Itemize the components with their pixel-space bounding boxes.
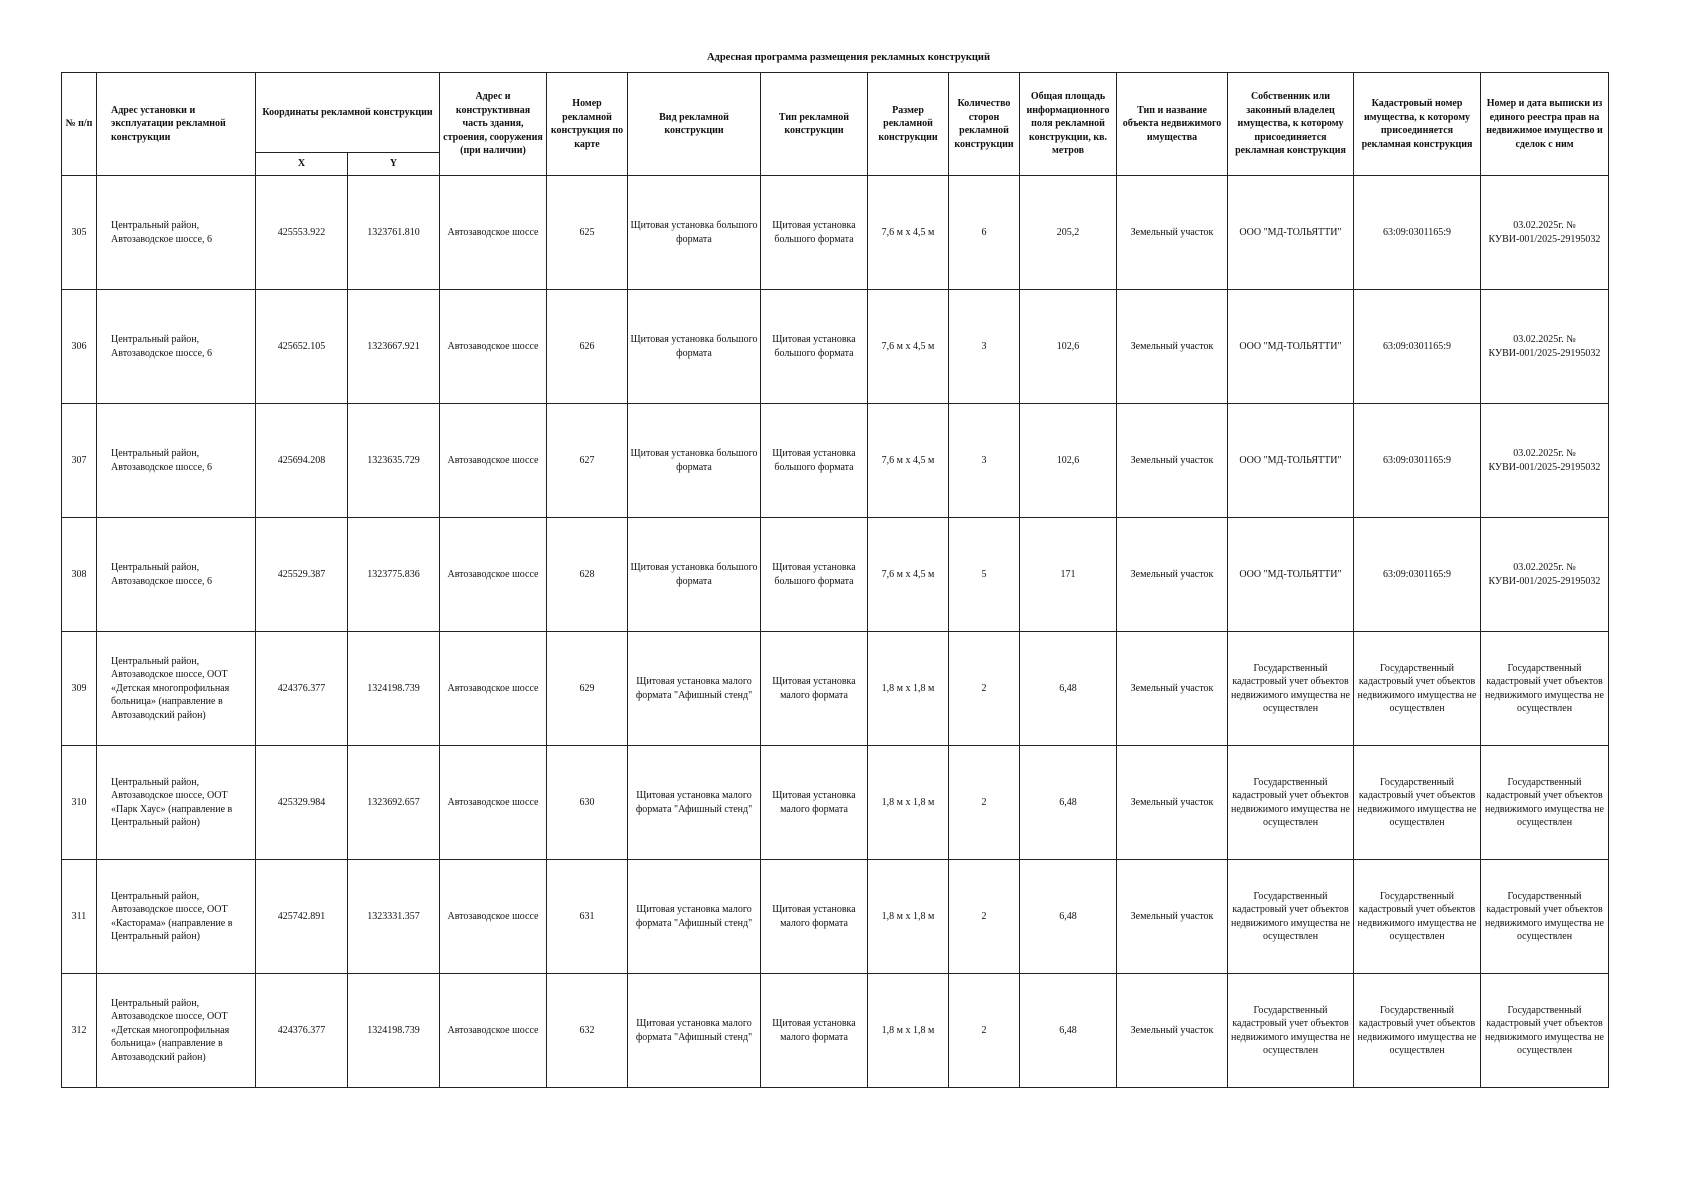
cell-x: 424376.377 [256, 632, 348, 746]
cell-size: 1,8 м х 1,8 м [868, 974, 949, 1088]
header-address: Адрес установки и эксплуатации рекламной конструкции [97, 73, 256, 176]
header-area: Общая площадь информационного поля рекламной конструкции, кв. метров [1020, 73, 1117, 176]
cell-cadastral: 63:09:0301165:9 [1354, 518, 1481, 632]
cell-sides: 6 [949, 176, 1020, 290]
cell-kind: Щитовая установка большого формата [628, 404, 761, 518]
header-building: Адрес и конструктивная часть здания, строения, сооружения (при наличии) [440, 73, 547, 176]
cell-cadastral: Государственный кадастровый учет объектов недвижимого имущества не осуществлен [1354, 974, 1481, 1088]
cell-y: 1323331.357 [348, 860, 440, 974]
cell-sides: 5 [949, 518, 1020, 632]
cell-map-no: 626 [547, 290, 628, 404]
cell-x: 425742.891 [256, 860, 348, 974]
cell-area: 102,6 [1020, 404, 1117, 518]
header-property: Тип и название объекта недвижимого имущества [1117, 73, 1228, 176]
cell-extract: Государственный кадастровый учет объектов недвижимого имущества не осуществлен [1481, 860, 1609, 974]
cell-map-no: 631 [547, 860, 628, 974]
cell-y: 1324198.739 [348, 632, 440, 746]
cell-area: 6,48 [1020, 746, 1117, 860]
cell-property: Земельный участок [1117, 860, 1228, 974]
cell-type: Щитовая установка большого формата [761, 404, 868, 518]
cell-property: Земельный участок [1117, 974, 1228, 1088]
cell-x: 425529.387 [256, 518, 348, 632]
cell-type: Щитовая установка малого формата [761, 746, 868, 860]
cell-type: Щитовая установка малого формата [761, 632, 868, 746]
cell-type: Щитовая установка большого формата [761, 290, 868, 404]
cell-num: 305 [62, 176, 97, 290]
cell-extract: Государственный кадастровый учет объектов недвижимого имущества не осуществлен [1481, 632, 1609, 746]
header-sides: Количество сторон рекламной конструкции [949, 73, 1020, 176]
cell-map-no: 625 [547, 176, 628, 290]
table-body [62, 176, 1609, 1088]
cell-num: 309 [62, 632, 97, 746]
cell-extract: 03.02.2025г. № КУВИ-001/2025-29195032 [1481, 290, 1609, 404]
cell-extract: Государственный кадастровый учет объектов недвижимого имущества не осуществлен [1481, 746, 1609, 860]
cell-building: Автозаводское шоссе [440, 518, 547, 632]
cell-address: Центральный район, Автозаводское шоссе, ООТ «Парк Хаус» (направление в Центральный район) [97, 746, 256, 860]
cell-sides: 2 [949, 860, 1020, 974]
header-extract: Номер и дата выписки из единого реестра прав на недвижимое имущество и сделок с ним [1481, 73, 1609, 176]
cell-property: Земельный участок [1117, 176, 1228, 290]
cell-sides: 2 [949, 974, 1020, 1088]
cell-address: Центральный район, Автозаводское шоссе, 6 [97, 404, 256, 518]
header-row [62, 73, 1609, 153]
cell-area: 205,2 [1020, 176, 1117, 290]
cell-sides: 3 [949, 290, 1020, 404]
cell-kind: Щитовая установка малого формата "Афишный стенд" [628, 746, 761, 860]
table-row [62, 176, 1609, 290]
table-row [62, 404, 1609, 518]
cell-map-no: 629 [547, 632, 628, 746]
cell-extract: Государственный кадастровый учет объектов недвижимого имущества не осуществлен [1481, 974, 1609, 1088]
header-size: Размер рекламной конструкции [868, 73, 949, 176]
cell-size: 7,6 м х 4,5 м [868, 404, 949, 518]
cell-area: 102,6 [1020, 290, 1117, 404]
cell-cadastral: 63:09:0301165:9 [1354, 176, 1481, 290]
cell-y: 1324198.739 [348, 974, 440, 1088]
cell-sides: 3 [949, 404, 1020, 518]
cell-y: 1323667.921 [348, 290, 440, 404]
cell-property: Земельный участок [1117, 404, 1228, 518]
header-num: № п/п [62, 73, 97, 176]
advertising-structures-table [61, 72, 1609, 1088]
cell-map-no: 630 [547, 746, 628, 860]
header-type: Тип рекламной конструкции [761, 73, 868, 176]
cell-property: Земельный участок [1117, 746, 1228, 860]
table-row [62, 632, 1609, 746]
cell-address: Центральный район, Автозаводское шоссе, ООТ «Касторама» (направление в Центральный район) [97, 860, 256, 974]
cell-area: 6,48 [1020, 632, 1117, 746]
cell-map-no: 627 [547, 404, 628, 518]
cell-size: 1,8 м х 1,8 м [868, 632, 949, 746]
cell-address: Центральный район, Автозаводское шоссе, ООТ «Детская многопрофильная больница» (направление в Автозаводский район) [97, 974, 256, 1088]
cell-address: Центральный район, Автозаводское шоссе, 6 [97, 518, 256, 632]
table-row [62, 746, 1609, 860]
cell-num: 306 [62, 290, 97, 404]
header-x: X [256, 153, 348, 176]
cell-map-no: 628 [547, 518, 628, 632]
cell-size: 1,8 м х 1,8 м [868, 746, 949, 860]
cell-building: Автозаводское шоссе [440, 176, 547, 290]
cell-y: 1323692.657 [348, 746, 440, 860]
cell-address: Центральный район, Автозаводское шоссе, 6 [97, 176, 256, 290]
cell-area: 6,48 [1020, 860, 1117, 974]
cell-type: Щитовая установка малого формата [761, 974, 868, 1088]
cell-kind: Щитовая установка малого формата "Афишный стенд" [628, 974, 761, 1088]
cell-size: 7,6 м х 4,5 м [868, 176, 949, 290]
cell-owner: Государственный кадастровый учет объектов недвижимого имущества не осуществлен [1228, 974, 1354, 1088]
cell-building: Автозаводское шоссе [440, 632, 547, 746]
header-coords: Координаты рекламной конструкции [256, 73, 440, 153]
cell-extract: 03.02.2025г. № КУВИ-001/2025-29195032 [1481, 176, 1609, 290]
cell-kind: Щитовая установка малого формата "Афишный стенд" [628, 632, 761, 746]
cell-address: Центральный район, Автозаводское шоссе, 6 [97, 290, 256, 404]
cell-cadastral: Государственный кадастровый учет объектов недвижимого имущества не осуществлен [1354, 632, 1481, 746]
cell-kind: Щитовая установка большого формата [628, 518, 761, 632]
cell-type: Щитовая установка большого формата [761, 518, 868, 632]
header-y: Y [348, 153, 440, 176]
cell-building: Автозаводское шоссе [440, 746, 547, 860]
cell-kind: Щитовая установка большого формата [628, 176, 761, 290]
cell-owner: ООО "МД-ТОЛЬЯТТИ" [1228, 290, 1354, 404]
cell-map-no: 632 [547, 974, 628, 1088]
cell-property: Земельный участок [1117, 518, 1228, 632]
cell-num: 307 [62, 404, 97, 518]
cell-area: 171 [1020, 518, 1117, 632]
cell-x: 425553.922 [256, 176, 348, 290]
cell-cadastral: Государственный кадастровый учет объектов недвижимого имущества не осуществлен [1354, 860, 1481, 974]
cell-x: 425652.105 [256, 290, 348, 404]
cell-owner: Государственный кадастровый учет объектов недвижимого имущества не осуществлен [1228, 632, 1354, 746]
cell-num: 308 [62, 518, 97, 632]
cell-type: Щитовая установка большого формата [761, 176, 868, 290]
cell-building: Автозаводское шоссе [440, 974, 547, 1088]
table-row [62, 974, 1609, 1088]
cell-y: 1323761.810 [348, 176, 440, 290]
cell-building: Автозаводское шоссе [440, 404, 547, 518]
cell-num: 311 [62, 860, 97, 974]
cell-owner: ООО "МД-ТОЛЬЯТТИ" [1228, 404, 1354, 518]
header-cadastral: Кадастровый номер имущества, к которому присоединяется рекламная конструкция [1354, 73, 1481, 176]
cell-type: Щитовая установка малого формата [761, 860, 868, 974]
document-title: Адресная программа размещения рекламных конструкций [706, 52, 991, 63]
cell-owner: ООО "МД-ТОЛЬЯТТИ" [1228, 518, 1354, 632]
cell-property: Земельный участок [1117, 632, 1228, 746]
cell-owner: ООО "МД-ТОЛЬЯТТИ" [1228, 176, 1354, 290]
cell-building: Автозаводское шоссе [440, 860, 547, 974]
cell-extract: 03.02.2025г. № КУВИ-001/2025-29195032 [1481, 518, 1609, 632]
cell-size: 7,6 м х 4,5 м [868, 518, 949, 632]
table-row [62, 290, 1609, 404]
cell-extract: 03.02.2025г. № КУВИ-001/2025-29195032 [1481, 404, 1609, 518]
cell-x: 425329.984 [256, 746, 348, 860]
cell-owner: Государственный кадастровый учет объектов недвижимого имущества не осуществлен [1228, 746, 1354, 860]
cell-num: 310 [62, 746, 97, 860]
cell-cadastral: Государственный кадастровый учет объектов недвижимого имущества не осуществлен [1354, 746, 1481, 860]
header-map-no: Номер рекламной конструкция по карте [547, 73, 628, 176]
cell-property: Земельный участок [1117, 290, 1228, 404]
cell-x: 424376.377 [256, 974, 348, 1088]
cell-y: 1323775.836 [348, 518, 440, 632]
table-row [62, 518, 1609, 632]
cell-size: 1,8 м х 1,8 м [868, 860, 949, 974]
cell-address: Центральный район, Автозаводское шоссе, ООТ «Детская многопрофильная больница» (направление в Автозаводский район) [97, 632, 256, 746]
header-owner: Собственник или законный владелец имущества, к которому присоединяется рекламная конструкция [1228, 73, 1354, 176]
cell-kind: Щитовая установка малого формата "Афишный стенд" [628, 860, 761, 974]
cell-building: Автозаводское шоссе [440, 290, 547, 404]
cell-cadastral: 63:09:0301165:9 [1354, 404, 1481, 518]
cell-size: 7,6 м х 4,5 м [868, 290, 949, 404]
cell-owner: Государственный кадастровый учет объектов недвижимого имущества не осуществлен [1228, 860, 1354, 974]
cell-cadastral: 63:09:0301165:9 [1354, 290, 1481, 404]
cell-kind: Щитовая установка большого формата [628, 290, 761, 404]
header-kind: Вид рекламной конструкции [628, 73, 761, 176]
cell-area: 6,48 [1020, 974, 1117, 1088]
cell-sides: 2 [949, 632, 1020, 746]
table-row [62, 860, 1609, 974]
cell-y: 1323635.729 [348, 404, 440, 518]
cell-x: 425694.208 [256, 404, 348, 518]
cell-sides: 2 [949, 746, 1020, 860]
cell-num: 312 [62, 974, 97, 1088]
